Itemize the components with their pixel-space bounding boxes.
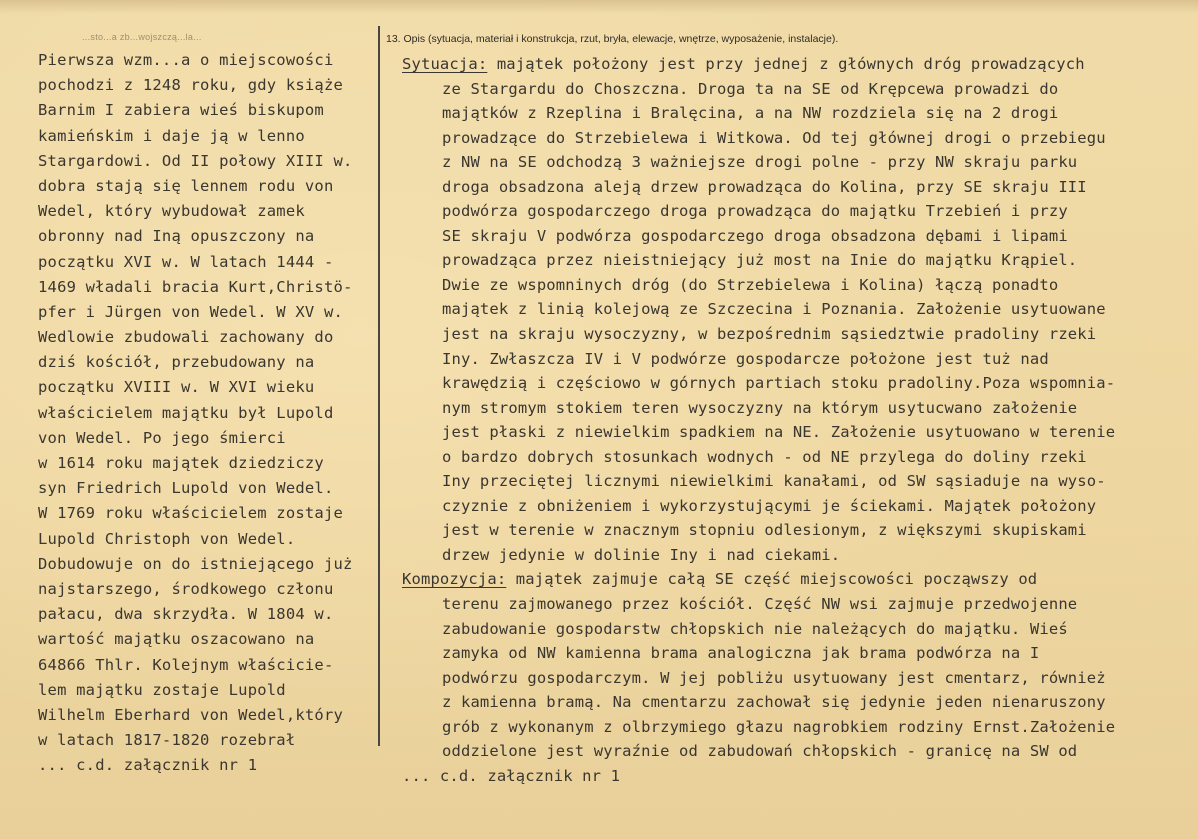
text-line: W 1769 roku właścicielem zostaje [38,504,344,523]
text-line: zabudowanie gospodarstw chłopskich nie należących do majątku. Wieś [442,619,1068,638]
text-line: najstarszego, środkowego członu [38,579,334,598]
text-line: prowadzące do Strzebielewa i Witkowa. Od tej głównej drogi o przebiegu [442,128,1106,147]
text-line: Wedlowie zbudowali zachowany do [38,328,334,347]
text-line: drzew jedynie w dolinie Iny i nad ciekami. [442,545,841,564]
text-line: grób z wykonanym z olbrzymiego głazu nagrobkiem rodziny Ernst.Założenie [442,717,1116,736]
continuation-note: ... c.d. załącznik nr 1 [402,766,621,785]
text-line: lem majątku zostaje Lupold [38,680,286,699]
text-line: pałacu, dwa skrzydła. W 1804 w. [38,605,334,624]
text-line: ze Stargardu do Choszczna. Droga ta na SE od Krępcewa prowadzi do [442,79,1059,98]
text-line: droga obsadzona aleją drzew prowadząca do Kolina, przy SE skraju III [442,177,1087,196]
text-line: krawędzią i częściowo w górnych partiach stoku pradoliny.Poza wspomnia- [442,374,1116,393]
text-line: dziś kościół, przebudowany na [38,353,315,372]
text-line: Wilhelm Eberhard von Wedel,który [38,705,344,724]
text-line: nym stromym stokiem teren wysoczyzny na którym usytucwano założenie [442,398,1078,417]
text-line: dobra stają się lennem rodu von [38,176,334,195]
text-line: jest płaski z niewielkim spadkiem na NE. Założenie usytuowano w terenie [442,423,1116,442]
text-line: 64866 Thlr. Kolejnym właścicie- [38,655,334,674]
right-column-text [402,52,1115,788]
text-line: jest na skraju wysoczyzny, w bezpośrednim sąsiedztwie pradoliny rzeki [442,325,1097,344]
text-line: pfer i Jürgen von Wedel. W XV w. [38,302,344,321]
text-line: terenu zajmowanego przez kościół. Część NW wsi zajmuje przedwojenne [442,595,1078,614]
text-line: 1469 władali bracia Kurt,Christö- [38,277,353,296]
sytuacja-label: Sytuacja: [402,55,488,73]
text-line: jest w terenie w znacznym stopniu odlesionym, z większymi skupiskami [442,521,1087,540]
text-line: pochodzi z 1248 roku, gdy książe [38,76,344,95]
text-line: von Wedel. Po jego śmierci [38,428,286,447]
left-column-header: ...sto...a zb...wojszczą...la... [82,32,202,42]
kompozycja-label: Kompozycja: [402,570,507,589]
paper-edge [0,0,1198,14]
text-line: o bardzo dobrych stosunkach wodnych - od NE przylega do doliny rzeki [442,447,1087,466]
continuation-note: ... c.d. załącznik nr 1 [38,756,258,775]
text-line: Barnim I zabiera wieś biskupom [38,101,324,120]
column-divider [378,26,380,746]
text-line: kamieńskim i daje ją w lenno [38,126,305,145]
text-line: Iny przeciętej licznymi niewielkimi kanałami, od SW sąsiaduje na wyso- [442,472,1106,491]
text-line: prowadząca przez nieistniejący już most na Inie do majątku Krąpiel. [442,251,1078,270]
text-line: podwórzu gospodarczym. W jej pobliżu usytuowany jest cmentarz, również [442,668,1106,687]
text-line: podwórza gospodarczego droga prowadząca do majątku Trzebień i przy [442,202,1068,221]
text-line: Pierwsza wzm...a o miejscowości [38,51,334,69]
left-column-text [38,48,353,778]
text-line: majątków z Rzeplina i Bralęcina, a na NW rozdziela się na 2 drogi [442,104,1059,123]
text-line: Kompozycja: majątek zajmuje całą SE część miejscowości począwszy od [402,570,1038,589]
text-line: Wedel, który wybudował zamek [38,202,305,221]
text-line: majątek z linią kolejową ze Szczecina i Poznania. Założenie usytuowane [442,300,1106,319]
text-line: Dwie ze wspomninych dróg (do Strzebielewa i Kolina) łączą ponadto [442,275,1059,294]
text-line: początku XVI w. W latach 1444 - [38,252,334,271]
text-line: Dobudowuje on do istniejącego już [38,554,353,573]
text-line: Sytuacja: majątek położony jest przy jednej z głównych dróg prowadzących [402,55,1085,73]
text-line: w 1614 roku majątek dziedziczy [38,454,324,472]
text-line: właścicielem majątku był Lupold [38,403,334,422]
text-line: zamyka od NW kamienna brama analogiczna jak brama podwórza na I [442,644,1040,663]
section-13-header: 13. Opis (sytuacja, materiał i konstrukcja, rzut, bryła, elewacje, wnętrze, wyposażenie, instalacje). [386,33,839,45]
text-line: SE skraju V podwórza gospodarczego droga obsadzona dębami i lipami [442,226,1068,245]
text-line: początku XVIII w. W XVI wieku [38,378,315,397]
text-line: Lupold Christoph von Wedel. [38,529,296,548]
text-line: z NW na SE odchodzą 3 ważniejsze drogi polne - przy NW skraju parku [442,153,1078,172]
text-line: wartość majątku oszacowano na [38,630,315,649]
text-line: z kamienna bramą. Na cmentarzu zachował się jedynie jeden nienaruszony [442,693,1106,712]
text-line: Iny. Zwłaszcza IV i V podwórze gospodarcze położone jest tuż nad [442,349,1049,368]
text-line: czyznie z obniżeniem i wykorzystującymi je ściekami. Majątek położony [442,496,1097,515]
text-line: syn Friedrich Lupold von Wedel. [38,479,334,498]
text-line: w latach 1817-1820 rozebrał [38,731,296,750]
text-line: obronny nad Iną opuszczony na [38,227,315,246]
text-line: Stargardowi. Od II połowy XIII w. [38,151,353,170]
text-line: oddzielone jest wyraźnie od zabudowań chłopskich - granicę na SW od [442,742,1078,761]
